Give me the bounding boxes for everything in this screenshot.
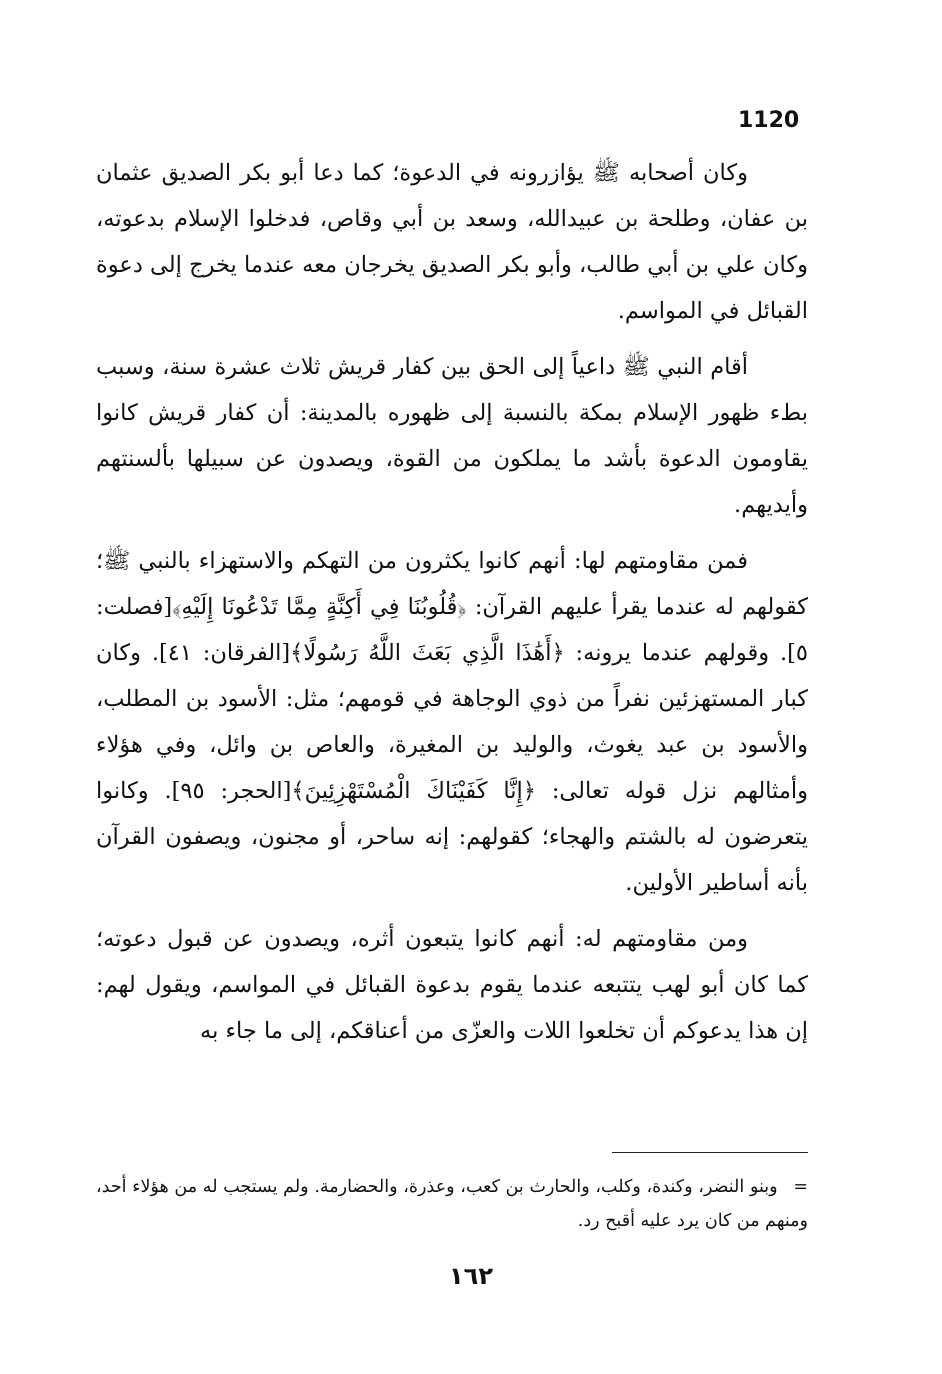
page-number-bottom: ١٦٢ [449,1262,493,1290]
paragraph-2: أقام النبي ﷺ داعياً إلى الحق بين كفار قريش ثلاث عشرة سنة، وسبب بطء ظهور الإسلام بمكة بالنسبة إلى ظهوره بالمدينة: أن كفار قريش كانوا يقاومون الدعوة بأشد ما يملكون من القوة، ويصدون عن سبيلها بألسنتهم وأيديهم. [96,354,808,518]
page-number-top: 1120 [738,108,800,133]
paragraph-4: ومن مقاومتهم له: أنهم كانوا يتبعون أثره، ويصدون عن قبول دعوته؛ كما كان أبو لهب يتتبعه عندما يقوم بدعوة القبائل في المواسم، ويقول لهم: إن هذا يدعوكم أن تخلعوا اللات والعزّى من أعناقكم، إلى ما جاء به [96,926,808,1044]
footnote-divider [612,1152,808,1153]
paragraph-1: وكان أصحابه ﷺ يؤازرونه في الدعوة؛ كما دعا أبو بكر الصديق عثمان بن عفان، وطلحة بن عبيدالله، وسعد بن أبي وقاص، فدخلوا الإسلام بدعوته، وكان علي بن أبي طالب، وأبو بكر الصديق يخرجان معه عندما يخرج إلى دعوة القبائل في المواسم. [96,160,808,324]
main-text [96,150,808,1054]
footnote-text: وبنو النضر، وكندة، وكلب، والحارث بن كعب، وعذرة، والحضارمة. ولم يستجب له من هؤلاء أحد، ومنهم من كان يرد عليه أقبح رد. [96,1177,808,1231]
footnote-marker: = [793,1177,808,1197]
footnote [96,1170,808,1238]
paragraph-3: فمن مقاومتهم لها: أنهم كانوا يكثرون من التهكم والاستهزاء بالنبي ﷺ؛ كقولهم له عندما يقرأ عليهم القرآن: ﴿قُلُوبُنَا فِي أَكِنَّةٍ مِمَّا تَدْعُونَا إِلَيْهِ﴾[فصلت: ٥]. وقولهم عندما يرونه: ﴿أَهَٰذَا الَّذِي بَعَثَ اللَّهُ رَسُولًا﴾[الفرقان: ٤١]. وكان كبار المستهزئين نفراً من ذوي الوجاهة في قومهم؛ مثل: الأسود بن المطلب، والأسود بن عبد يغوث، والوليد بن المغيرة، والعاص بن وائل، وفي هؤلاء وأمثالهم نزل قوله تعالى: ﴿إِنَّا كَفَيْنَاكَ الْمُسْتَهْزِئِينَ﴾[الحجر: ٩٥]. وكانوا يتعرضون له بالشتم والهجاء؛ كقولهم: إنه ساحر، أو مجنون، ويصفون القرآن بأنه أساطير الأولين. [96,548,809,896]
